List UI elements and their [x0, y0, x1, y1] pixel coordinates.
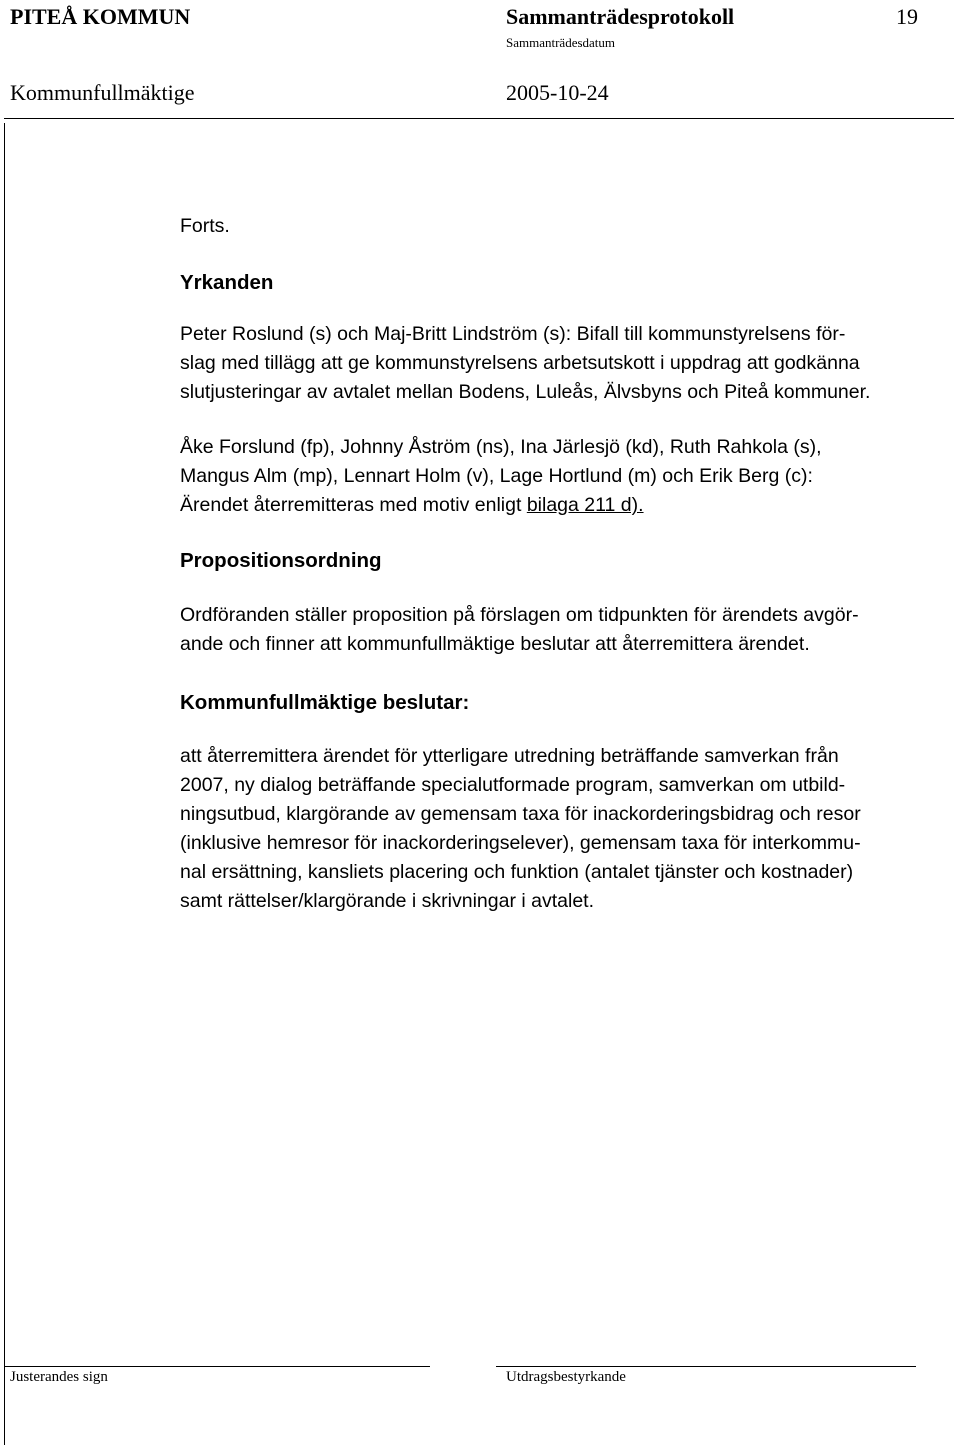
- text-line: ande och finner att kommunfullmäktige beslutar att återremittera ärendet.: [180, 633, 810, 655]
- document-title: Sammanträdesprotokoll: [506, 4, 735, 29]
- proposition-paragraph: [180, 601, 950, 659]
- text-line: 2007, ny dialog beträffande specialutformade program, samverkan om utbild-: [180, 774, 846, 796]
- heading-propositionsordning: Propositionsordning: [180, 549, 382, 572]
- text-line: (inklusive hemresor för inackorderingselever), gemensam taxa för interkommu-: [180, 832, 861, 854]
- text-line: ningsutbud, klargörande av gemensam taxa för inackorderingsbidrag och resor: [180, 803, 861, 825]
- text-line: att återremittera ärendet för ytterligare utredning beträffande samverkan från: [180, 745, 839, 767]
- assembly-name: Kommunfullmäktige: [10, 80, 195, 105]
- continued-label: Forts.: [180, 215, 230, 237]
- text-line: slutjusteringar av avtalet mellan Bodens, Luleås, Älvsbyns och Piteå kommuner.: [180, 381, 871, 403]
- text-line: Peter Roslund (s) och Maj-Britt Lindström (s): Bifall till kommunstyrelsens för-: [180, 323, 846, 345]
- signature-label: Justerandes sign: [10, 1369, 108, 1385]
- page-number: 19: [896, 4, 918, 29]
- text-line: Ordföranden ställer proposition på förslagen om tidpunkten för ärendets avgör-: [180, 604, 859, 626]
- heading-yrkanden: Yrkanden: [180, 271, 274, 294]
- motion-paragraph-1: [180, 320, 950, 407]
- text-fragment: Ärendet återremitteras med motiv enligt: [180, 494, 527, 516]
- meeting-date: 2005-10-24: [506, 80, 609, 105]
- meeting-date-label: Sammanträdesdatum: [506, 35, 616, 50]
- text-line: Åke Forslund (fp), Johnny Åström (ns), Ina Järlesjö (kd), Ruth Rahkola (s),: [180, 436, 822, 458]
- signature-line-right: [496, 1366, 916, 1367]
- motion-paragraph-2: [180, 433, 950, 520]
- margin-line: [4, 123, 5, 1445]
- heading-decision: Kommunfullmäktige beslutar:: [180, 691, 470, 714]
- text-line: [180, 491, 950, 520]
- text-line: samt rättelser/klargörande i skrivningar i avtalet.: [180, 890, 595, 912]
- decision-paragraph: [180, 742, 950, 916]
- extract-certification-label: Utdragsbestyrkande: [506, 1369, 626, 1385]
- organization-name: PITEÅ KOMMUN: [10, 4, 191, 29]
- header-divider: [4, 118, 954, 119]
- text-line: nal ersättning, kansliets placering och funktion (antalet tjänster och kostnader): [180, 861, 854, 883]
- attachment-link[interactable]: bilaga 211 d).: [526, 494, 644, 516]
- text-line: slag med tillägg att ge kommunstyrelsens arbetsutskott i uppdrag att godkänna: [180, 352, 860, 374]
- text-line: Mangus Alm (mp), Lennart Holm (v), Lage Hortlund (m) och Erik Berg (c):: [180, 465, 813, 487]
- signature-line-left: [4, 1366, 430, 1367]
